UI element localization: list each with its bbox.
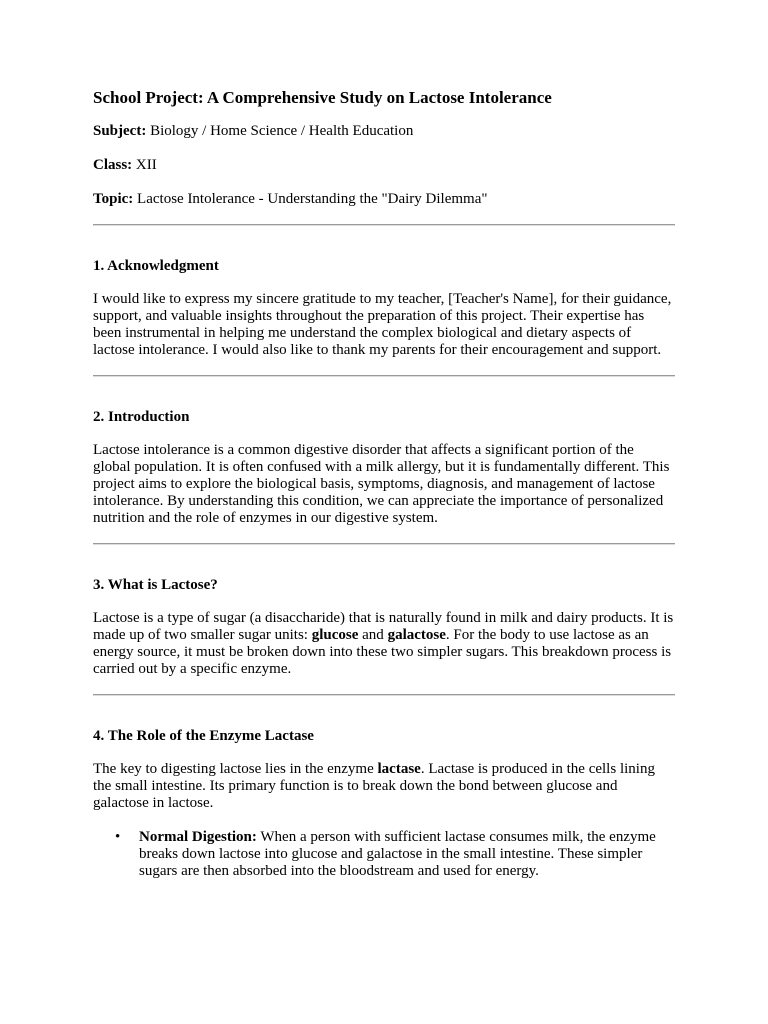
class-value: XII: [132, 157, 157, 173]
document-title: School Project: A Comprehensive Study on Lactose Intolerance: [93, 88, 552, 107]
subject-label: Subject:: [93, 123, 147, 139]
lactase-text-a: The key to digesting lactose lies in the enzyme: [93, 761, 378, 777]
section-heading-introduction: 2. Introduction: [93, 409, 190, 425]
section-divider: [93, 543, 675, 545]
subject-value: Biology / Home Science / Health Education: [146, 123, 414, 139]
class-label: Class:: [93, 157, 133, 173]
class-line: [93, 157, 675, 174]
galactose-term: galactose: [387, 627, 446, 643]
topic-value: Lactose Intolerance - Understanding the "Dairy Dilemma": [133, 191, 488, 207]
bullet-text: When a person with sufficient lactase consumes milk, the enzyme breaks down lactose into glucose and galactose in the small intestine. These simpler sugars are then absorbed into the bloodstream and used for energy.: [139, 829, 656, 879]
lactase-bullet-list: [93, 829, 675, 880]
lactase-paragraph: [93, 761, 675, 812]
lactase-text-b: . Lactase is produced in the cells lining the small intestine. Its primary function is to break down the bond between glucose and galactose in lactose.: [93, 761, 655, 811]
topic-label: Topic:: [93, 191, 134, 207]
section-divider: [93, 224, 675, 226]
subject-line: [93, 123, 675, 140]
section-divider: [93, 375, 675, 377]
list-item: [115, 829, 675, 880]
acknowledgment-paragraph: I would like to express my sincere gratitude to my teacher, [Teacher's Name], for their guidance, support, and valuable insights throughout the preparation of this project. Their expertise has been instrumental in helping me understand the complex biological and dietary aspects of lactose intolerance. I would also like to thank my parents for their encouragement and support.: [93, 291, 672, 358]
bullet-label: Normal Digestion:: [139, 829, 257, 845]
topic-line: [93, 191, 675, 208]
bullet-marker: •: [115, 829, 121, 845]
glucose-term: glucose: [311, 627, 359, 643]
lactase-term: lactase: [377, 761, 421, 777]
lactose-text-a: Lactose is a type of sugar (a disaccharide) that is naturally found in milk and dairy products. It is made up of two smaller sugar units:: [93, 610, 674, 643]
lactose-text-b: and: [358, 627, 388, 643]
introduction-paragraph: Lactose intolerance is a common digestive disorder that affects a significant portion of the global population. It is often confused with a milk allergy, but it is fundamentally different. This project aims to explore the biological basis, symptoms, diagnosis, and management of lactose intolerance. By understanding this condition, we can appreciate the importance of personalized nutrition and the role of enzymes in our digestive system.: [93, 442, 670, 526]
section-divider: [93, 694, 675, 696]
lactose-text-c: . For the body to use lactose as an energy source, it must be broken down into these two simpler sugars. This breakdown process is carried out by a specific enzyme.: [93, 627, 672, 677]
section-heading-acknowledgment: 1. Acknowledgment: [93, 258, 219, 274]
section-heading-lactase: 4. The Role of the Enzyme Lactase: [93, 728, 314, 744]
lactose-paragraph: [93, 610, 675, 678]
section-heading-what-is-lactose: 3. What is Lactose?: [93, 577, 218, 593]
